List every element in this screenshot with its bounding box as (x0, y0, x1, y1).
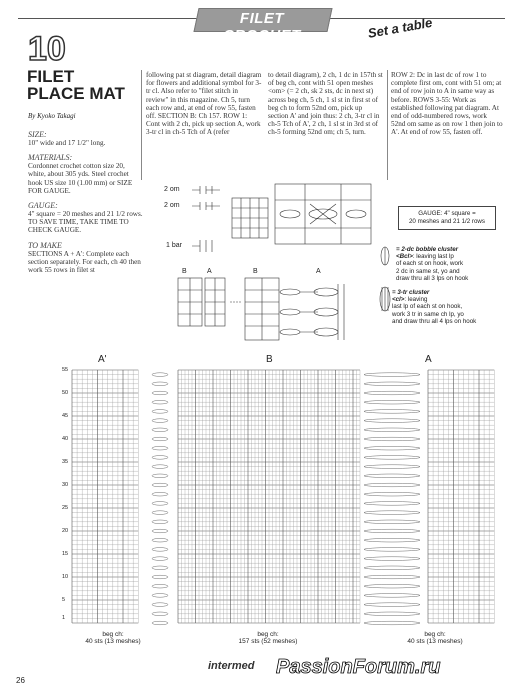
column-1 (28, 130, 144, 274)
join-detail-stitches (245, 278, 344, 340)
join-cluster (364, 548, 420, 552)
join-cluster (152, 548, 168, 552)
three-tr-cluster-icon (380, 287, 390, 311)
join-cluster (364, 400, 420, 404)
join-cluster (152, 437, 168, 441)
join-cluster (152, 612, 168, 616)
join-cluster (364, 446, 420, 450)
join-cluster (152, 465, 168, 469)
detail-label-2om: 2 om (164, 202, 180, 209)
cluster-desc: : leaving (404, 296, 428, 304)
detail-label-a: A (316, 268, 321, 275)
column-divider (387, 70, 388, 180)
title-line1: FILET (27, 67, 75, 86)
join-cluster (364, 474, 420, 478)
join-cluster (364, 584, 420, 588)
pattern-title (27, 68, 125, 102)
join-cluster (152, 474, 168, 478)
cluster-desc: and draw thru all 4 lps on hook (392, 317, 477, 325)
cluster-name: = 3-tr cluster (392, 289, 430, 296)
join-cluster (152, 584, 168, 588)
join-cluster (152, 483, 168, 487)
join-cluster (364, 612, 420, 616)
row-number: 40 (62, 436, 69, 442)
row-number: 35 (62, 459, 69, 465)
bobble-name: = 2-dc bobble cluster (396, 246, 459, 253)
join-cluster (152, 410, 168, 414)
beg-ch-right (404, 631, 466, 645)
bobble-cluster-icon (381, 247, 389, 265)
join-cluster (152, 603, 168, 607)
join-cluster (364, 603, 420, 607)
join-cluster (364, 575, 420, 579)
detail-label-b: B (182, 268, 187, 275)
bobble-desc: draw thru all 3 lps on hook (396, 274, 469, 282)
join-cluster (364, 437, 420, 441)
beg-ch-mid-line2: 157 sts (52 meshes) (238, 638, 298, 645)
join-cluster (152, 373, 168, 377)
join-cluster (152, 492, 168, 496)
legend-bobble (396, 246, 506, 282)
row-number: 15 (62, 551, 69, 557)
join-cluster (364, 382, 420, 386)
row-number: 1 (62, 615, 66, 622)
bobble-desc: : leaving last lp (412, 253, 454, 261)
join-cluster (364, 483, 420, 487)
section-b-grid (178, 370, 360, 623)
row-number: 25 (62, 505, 69, 511)
chart-label-a-prime: A' (98, 354, 107, 365)
page-number: 26 (16, 676, 25, 685)
cluster-desc: last lp of each st on hook, (392, 303, 463, 311)
filet-chart (60, 366, 505, 631)
join-cluster (152, 428, 168, 432)
join-cluster (152, 566, 168, 570)
beg-ch-left-line2: 40 sts (13 meshes) (85, 638, 141, 645)
row-number: 20 (62, 528, 69, 534)
detail-diagrams (150, 180, 400, 350)
join-cluster (152, 520, 168, 524)
join-cluster (364, 428, 420, 432)
gauge-text: 4" square = 20 meshes and 21 1/2 rows. TO SAVE TIME, TAKE TIME TO CHECK GAUGE. (28, 210, 143, 235)
materials-heading: MATERIALS: (28, 153, 73, 163)
join-cluster (364, 373, 420, 377)
join-cluster (364, 502, 420, 506)
flower-grid-small (232, 198, 268, 238)
row-number: 45 (62, 413, 69, 419)
gauge-box (398, 206, 496, 230)
join-cluster (364, 511, 420, 515)
join-cluster (364, 465, 420, 469)
join-cluster (364, 557, 420, 561)
join-cluster (364, 538, 420, 542)
join-cluster (364, 492, 420, 496)
legend-cluster (392, 289, 506, 325)
join-grid-small (178, 278, 242, 326)
bobble-desc: of each st on hook, work (396, 260, 464, 268)
mesh-symbol-1bar (192, 240, 212, 252)
cluster-desc: work 3 tr in same ch lp, yo (392, 310, 464, 318)
column-2-text: following pat st diagram, detail diagram for flowers and additional symbol for 3-tr cl. Also refer to "filet stitch in review" in this magazine. Ch 5, turn each row and, at end of row 55, fasten off. SECTION B: Ch 157. ROW 1: Cont with 2 ch, pick up section A, work 3-tr cl in ch-5 Tch of A (refer (146, 71, 262, 137)
chart-label-b: B (266, 354, 273, 365)
join-cluster (364, 529, 420, 533)
join-cluster (364, 456, 420, 460)
join-cluster (364, 621, 420, 625)
bobble-abbr: <Bcl> (396, 253, 413, 261)
beg-ch-middle (232, 631, 304, 645)
join-cluster (152, 456, 168, 460)
row-number: 30 (62, 482, 69, 488)
detail-label-1bar: 1 bar (166, 242, 182, 249)
join-cluster (364, 419, 420, 423)
cluster-abbr: <cl> (392, 296, 405, 304)
gauge-box-line1: GAUGE: 4" square = (418, 210, 476, 217)
join-cluster (152, 594, 168, 598)
join-cluster (364, 391, 420, 395)
tomake-heading: TO MAKE (28, 240, 62, 250)
beg-ch-right-line1: beg ch: (424, 631, 446, 638)
gauge-box-line2: 20 meshes and 21 1/2 rows (408, 218, 485, 225)
size-text: 10" wide and 17 1/2" long. (28, 139, 106, 147)
title-line2: PLACE MAT (27, 84, 125, 103)
row-number-column (62, 366, 74, 628)
join-cluster (152, 557, 168, 561)
column-4-text: ROW 2: Dc in last dc of row 1 to complete first om, cont with 51 om; at end of row join to A in same way as before. ROWS 3-55: Work as established following pat diagram. At end of odd-numbered rows, work 52nd om same as on row 1 then join to A'. At end of row 55, fasten off. (391, 71, 503, 137)
tagline: Set a table (366, 14, 434, 41)
materials-text: Cordonnet crochet cotton size 20, white, about 305 yds. Steel crochet hook US size 10 (1.00 mm) or SIZE FOR GAUGE. (28, 162, 133, 195)
join-cluster (364, 566, 420, 570)
join-cluster (152, 391, 168, 395)
row-number: 10 (62, 574, 69, 580)
section-banner-label: FILET CROCHET (223, 10, 301, 44)
row-number: 50 (62, 390, 69, 396)
join-cluster (152, 400, 168, 404)
beg-ch-left-line1: beg ch: (102, 631, 124, 638)
magazine-name: intermed (208, 660, 255, 672)
join-cluster (364, 410, 420, 414)
header-rule-left (18, 18, 198, 19)
section-a-grid (428, 370, 494, 623)
detail-label-b: B (253, 268, 258, 275)
chart-label-a: A (425, 354, 432, 365)
join-cluster (152, 529, 168, 533)
join-cluster (364, 594, 420, 598)
beg-ch-right-line2: 40 sts (13 meshes) (407, 638, 463, 645)
join-cluster (364, 520, 420, 524)
bobble-desc: 2 dc in same st, yo and (396, 267, 460, 275)
mesh-symbol-2om-a (192, 186, 220, 194)
tomake-text: SECTIONS A + A': Complete each section separately. For each, ch 40 then work 55 rows in filet st (28, 249, 141, 275)
mesh-symbol-2om-b (192, 202, 220, 210)
section-a-prime-grid (72, 370, 138, 623)
row-number: 55 (62, 367, 69, 373)
detail-label-2om: 2 om (164, 186, 180, 193)
pattern-number: 10 (28, 30, 66, 68)
gauge-heading: GAUGE: (28, 201, 58, 211)
join-cluster (152, 538, 168, 542)
beg-ch-left (82, 631, 144, 645)
join-cluster (152, 502, 168, 506)
join-cluster (152, 575, 168, 579)
join-cluster (152, 446, 168, 450)
beg-ch-mid-line1: beg ch: (257, 631, 279, 638)
size-heading: SIZE: (28, 130, 47, 139)
join-cluster (152, 419, 168, 423)
flower-detail-stitches (275, 184, 371, 244)
column-3-text: to detail diagram), 2 ch, 1 dc in 157th st of beg ch, cont with 51 open meshes <om> (= 2 ch, sk 2 sts, dc in next st) across beg ch, 5 ch, 1 sl st in first st of beg ch to form 52nd om, pick up section A' and join thus: 2 ch, 3-tr cl in ch-5 Tch of A', 2 ch, 1 sl st in 3rd st of ch-5 forming 52nd om; ch 5, turn. (268, 71, 383, 137)
detail-label-a: A (207, 268, 212, 275)
row-number: 5 (62, 597, 66, 603)
join-cluster (152, 382, 168, 386)
watermark: PassionForum.ru (276, 656, 441, 678)
byline: By Kyoko Takagi (28, 112, 76, 120)
join-cluster (152, 511, 168, 515)
join-cluster (152, 621, 168, 625)
column-divider (141, 70, 142, 180)
